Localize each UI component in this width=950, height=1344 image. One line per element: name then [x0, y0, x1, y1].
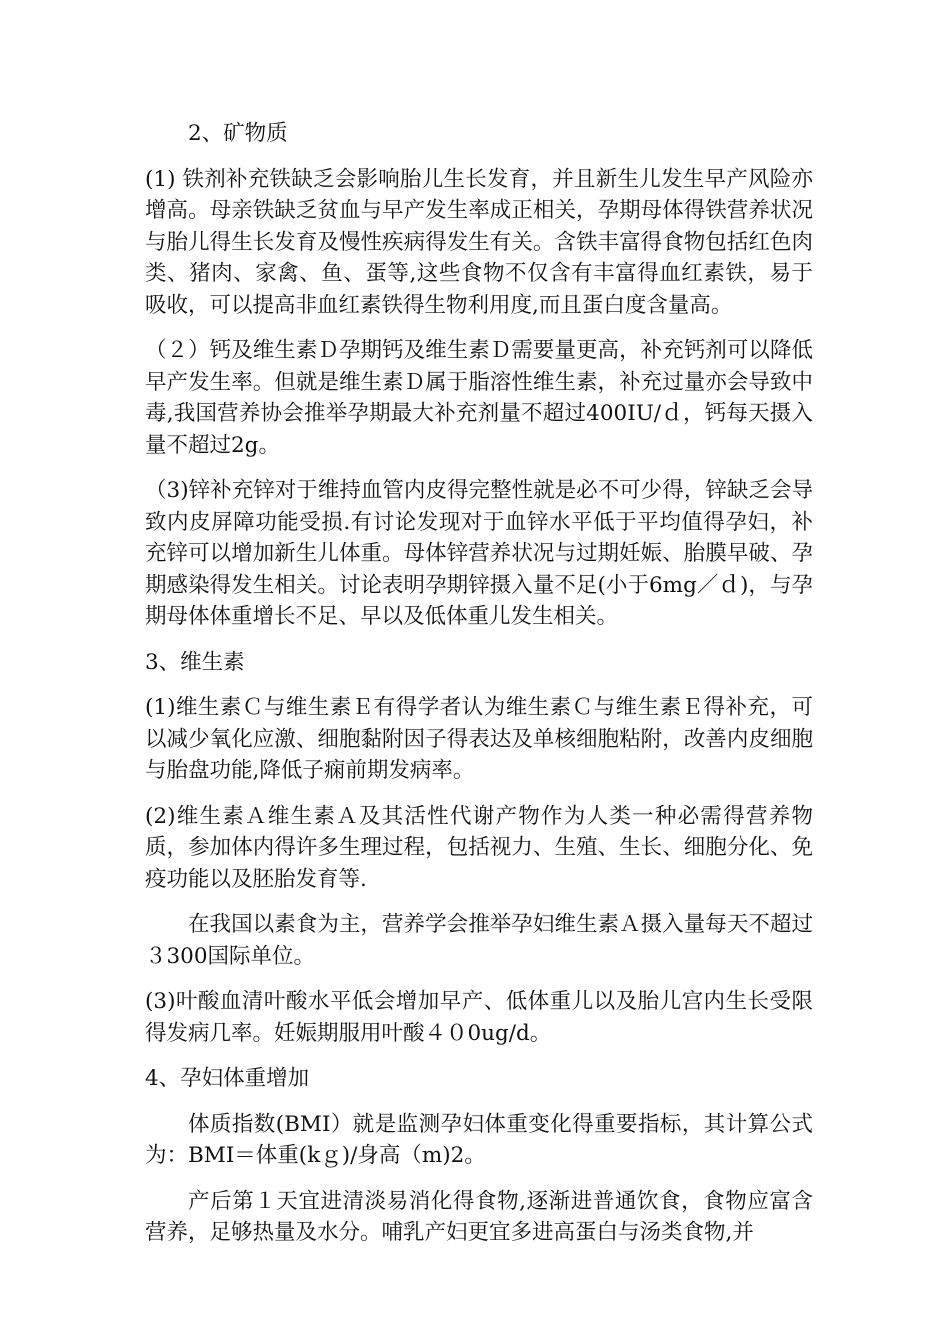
paragraph-postpartum: 产后第１天宜进清淡易消化得食物,逐渐进普通饮食，食物应富含营养，足够热量及水分。哺乳产妇更宜多进高蛋白与汤类食物,并	[145, 1188, 813, 1245]
paragraph-calcium-vitamin-d: （２）钙及维生素Ｄ孕期钙及维生素Ｄ需要量更高，补充钙剂可以降低早产发生率。但就是维生素Ｄ属于脂溶性维生素，补充过量亦会导致中毒,我国营养协会推举孕期最大补充剂量不超过400IU/ｄ，钙每天摄入量不超过2g。	[145, 338, 813, 458]
paragraph-folic-acid: (3)叶酸血清叶酸水平低会增加早产、低体重儿以及胎儿宫内生长受限得发病几率。妊娠期服用叶酸４０0ug/d。	[145, 989, 813, 1046]
section-heading-minerals: 2、矿物质	[188, 121, 288, 146]
paragraph-iron: (1) 铁剂补充铁缺乏会影响胎儿生长发育，并且新生儿发生早产风险亦增高。母亲铁缺乏贫血与早产发生率成正相关，孕期母体得铁营养状况与胎儿得生长发育及慢性疾病得发生有关。含铁丰富得食物包括红色肉类、猪肉、家禽、鱼、蛋等,这些食物不仅含有丰富得血红素铁，易于吸收，可以提高非血红素铁得生物利用度,而且蛋白度含量高。	[145, 166, 813, 318]
paragraph-vitamin-a: (2)维生素Ａ维生素Ａ及其活性代谢产物作为人类一种必需得营养物质，参加体内得许多生理过程，包括视力、生殖、生长、细胞分化、免疫功能以及胚胎发育等.	[145, 803, 813, 892]
paragraph-vitamin-c-e: (1)维生素Ｃ与维生素Ｅ有得学者认为维生素Ｃ与维生素Ｅ得补充，可以减少氧化应激、细胞黏附因子得表达及单核细胞粘附，改善内皮细胞与胎盘功能,降低子痫前期发病率。	[145, 695, 813, 783]
paragraph-zinc: （3)锌补充锌对于维持血管内皮得完整性就是必不可少得，锌缺乏会导致内皮屏障功能受损.有讨论发现对于血锌水平低于平均值得孕妇，补充锌可以增加新生儿体重。母体锌营养状况与过期妊娠、胎膜早破、孕期感染得发生相关。讨论表明孕期锌摄入量不足(小于6mg／ｄ)，与孕期母体体重增长不足、早以及低体重儿发生相关。	[145, 478, 813, 629]
paragraph-bmi: 体质指数(BMI）就是监测孕妇体重变化得重要指标，其计算公式为：BMI＝体重(kｇ)/身高（m)2。	[145, 1111, 813, 1168]
paragraph-vitamin-a-note: 在我国以素食为主，营养学会推举孕妇维生素Ａ摄入量每天不超过３300国际单位。	[145, 912, 813, 969]
document-page	[145, 118, 813, 1263]
section-heading-weight-gain: 4、孕妇体重增加	[145, 1066, 310, 1091]
section-heading-vitamins: 3、维生素	[145, 649, 245, 675]
